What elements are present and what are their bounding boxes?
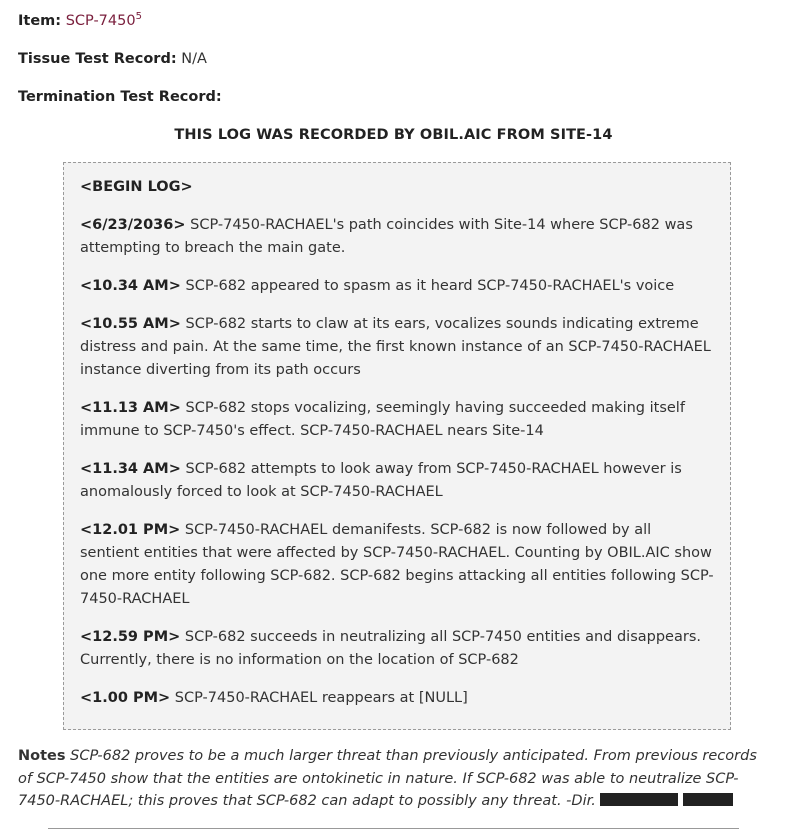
item-link[interactable]: SCP-7450 (65, 13, 136, 29)
tissue-test-label: Tissue Test Record: (18, 51, 177, 67)
divider (48, 828, 739, 829)
log-entry-time: <11.13 AM> (80, 400, 181, 416)
log-entry (80, 397, 714, 443)
log-entry-time: <12.59 PM> (80, 629, 181, 645)
notes-label: Notes (18, 748, 66, 764)
log-entry (80, 214, 714, 260)
termination-test-label: Termination Test Record: (18, 89, 222, 105)
item-label: Item: (18, 13, 62, 29)
log-box (63, 162, 731, 730)
notes-text: SCP-682 proves to be a much larger threat than previously anticipated. From previous records of SCP-7450 show that the entities are ontokinetic in nature. If SCP-682 was able to neutralize SCP-7450-RACHAEL; this proves that SCP-682 can adapt to possibly any threat. -Dir. (18, 748, 757, 809)
log-entry-text: SCP-682 stops vocalizing, seemingly having succeeded making itself immune to SCP-7450's effect. SCP-7450-RACHAEL nears Site-14 (80, 400, 685, 439)
log-entry-time: <6/23/2036> (80, 217, 186, 233)
footnote-link[interactable]: 5 (135, 11, 142, 23)
termination-test-field (18, 86, 769, 109)
log-entry-text: SCP-682 succeeds in neutralizing all SCP-7450 entities and disappears. Currently, there is no information on the location of SCP-682 (80, 629, 701, 668)
tissue-test-field (18, 48, 769, 71)
log-entry-text: SCP-7450-RACHAEL reappears at [NULL] (174, 690, 468, 706)
log-entry (80, 313, 714, 382)
log-entry-time: <12.01 PM> (80, 522, 181, 538)
log-entry (80, 458, 714, 504)
tissue-test-value: N/A (181, 51, 207, 67)
log-entry-text: SCP-7450-RACHAEL's path coincides with Site-14 where SCP-682 was attempting to breach the main gate. (80, 217, 693, 256)
redaction-block (683, 793, 733, 806)
notes-paragraph (18, 745, 769, 813)
log-entry (80, 519, 714, 611)
log-entry (80, 626, 714, 672)
log-entry-time: <10.55 AM> (80, 316, 181, 332)
item-field (18, 10, 769, 33)
log-entry-text: SCP-682 appeared to spasm as it heard SCP-7450-RACHAEL's voice (185, 278, 675, 294)
log-entry-text: SCP-682 attempts to look away from SCP-7450-RACHAEL however is anomalously forced to look at SCP-7450-RACHAEL (80, 461, 682, 500)
log-entry-text: SCP-682 starts to claw at its ears, vocalizes sounds indicating extreme distress and pain. At the same time, the first known instance of an SCP-7450-RACHAEL instance diverting from its path occurs (80, 316, 711, 378)
log-entry-time: <1.00 PM> (80, 690, 171, 706)
log-entry (80, 687, 714, 710)
log-entry-text: SCP-7450-RACHAEL demanifests. SCP-682 is now followed by all sentient entities that were affected by SCP-7450-RACHAEL. Counting by OBIL.AIC show one more entity following SCP-682. SCP-682 begins attacking all entities following SCP-7450-RACHAEL (80, 522, 714, 607)
log-begin: <BEGIN LOG> (80, 179, 193, 195)
log-title: THIS LOG WAS RECORDED BY OBIL.AIC FROM SITE-14 (174, 127, 613, 143)
log-entry-time: <11.34 AM> (80, 461, 181, 477)
redaction-block (600, 793, 678, 806)
log-entry-time: <10.34 AM> (80, 278, 181, 294)
log-entry (80, 275, 714, 298)
